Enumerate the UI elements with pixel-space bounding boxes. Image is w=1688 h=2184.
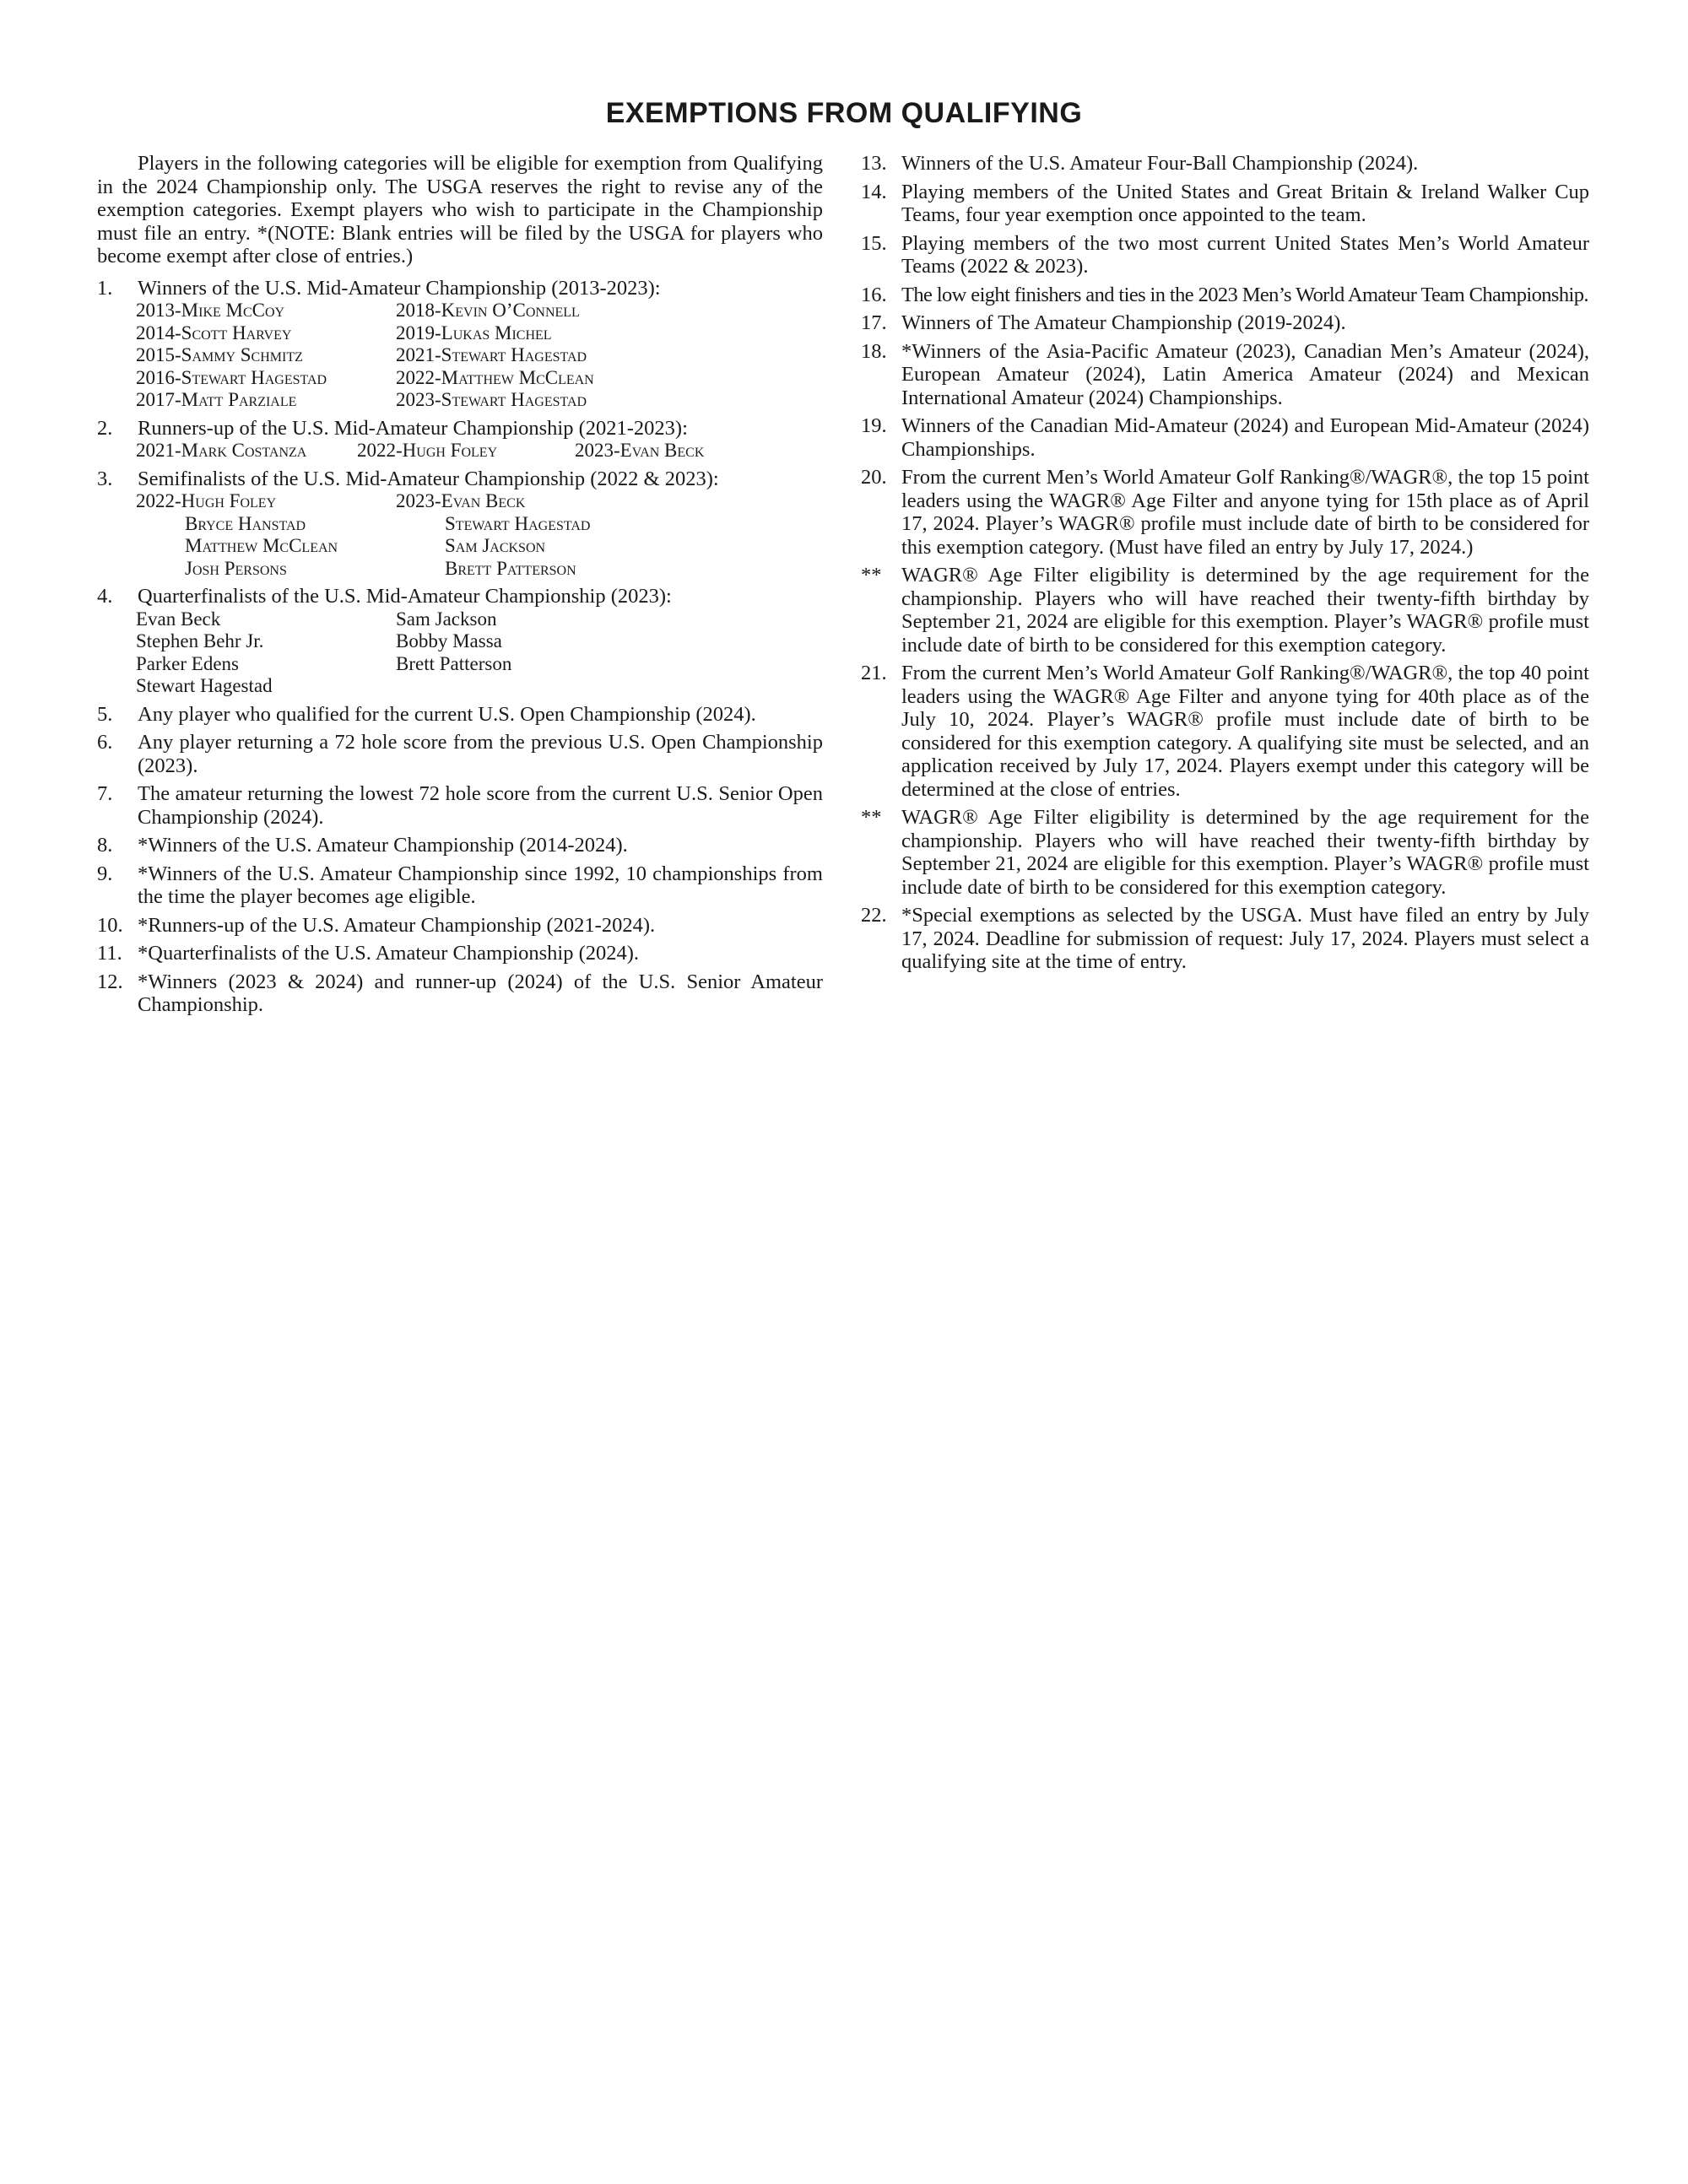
item-number: 10. — [97, 913, 123, 937]
exemption-item-17 — [861, 311, 1589, 335]
exemption-item-9 — [97, 862, 823, 909]
exemption-item-19 — [861, 414, 1589, 461]
item-number: 12. — [97, 970, 123, 993]
item-number: 9. — [97, 862, 113, 885]
note-text: WAGR® Age Filter eligibility is determined by the age requirement for the championship. Players who will have reached their twenty-fifth birthday by September 21, 2024 are eligible for this exemption. Player’s WAGR® profile must include date of birth to be considered for this exemption category. — [901, 806, 1589, 899]
item-text: From the current Men’s World Amateur Golf Ranking®/WAGR®, the top 40 point leaders using the WAGR® Age Filter and anyone tying for 40th place as of the July 10, 2024. Player’s WAGR® profile must include date of birth to be considered for this exemption category. A qualifying site must be selected, and an application received by July 17, 2024. Players exempt under this category will be determined at the close of entries. — [901, 662, 1589, 801]
item-number: 5. — [97, 702, 113, 726]
item-number: 20. — [861, 466, 887, 489]
item-number: 16. — [861, 283, 887, 306]
list-item: Josh Persons — [185, 557, 287, 579]
list-item: 2018-Kevin O’Connell — [396, 300, 580, 321]
exemption-item-15 — [861, 232, 1589, 278]
list-item: 2015-Sammy Schmitz — [136, 344, 303, 365]
intro-paragraph: Players in the following categories will be eligible for exemption from Qualifying in the 2024 Championship only. The USGA reserves the right to revise any of the exemption categories. Exempt players who wish to participate in the Championship must file an entry. *(NOTE: Blank entries will be filed by the USGA for players who become exempt after close of entries.) — [97, 152, 823, 268]
item-text: Quarterfinalists of the U.S. Mid-Amateur Championship (2023): — [138, 585, 672, 608]
list-item: 2019-Lukas Michel — [396, 322, 552, 343]
list-item: 2022-Matthew McClean — [396, 366, 594, 388]
item-number: 8. — [97, 834, 113, 857]
item-text: *Winners of the U.S. Amateur Championship since 1992, 10 championships from the time the player becomes age eligible. — [138, 862, 823, 908]
item-number: 6. — [97, 731, 113, 754]
item-text: Any player returning a 72 hole score from the previous U.S. Open Championship (2023). — [138, 731, 823, 777]
item-number: 4. — [97, 585, 113, 608]
exemption-item-18 — [861, 340, 1589, 410]
item-text: The amateur returning the lowest 72 hole score from the current U.S. Senior Open Championship (2024). — [138, 782, 823, 829]
item-number: 17. — [861, 311, 887, 334]
item-text: *Runners-up of the U.S. Amateur Championship (2021-2024). — [138, 913, 656, 937]
list-item: Bryce Hanstad — [185, 512, 306, 534]
item-text: Winners of The Amateur Championship (2019-2024). — [901, 311, 1346, 334]
exemption-item-2 — [97, 417, 823, 441]
item-text: Runners-up of the U.S. Mid-Amateur Championship (2021-2023): — [138, 416, 688, 440]
page-title: EXEMPTIONS FROM QUALIFYING — [605, 97, 1083, 129]
item-text: *Special exemptions as selected by the USGA. Must have filed an entry by July 17, 2024. Deadline for submission of request: July 17, 2024. Players must select a qualifying site at the time of entry. — [901, 904, 1589, 973]
exemption-item-6 — [97, 731, 823, 777]
list-item: 2017-Matt Parziale — [136, 389, 297, 410]
item-number: 15. — [861, 231, 887, 255]
list-item: Stephen Behr Jr. — [136, 630, 264, 651]
list-item: Bobby Massa — [396, 630, 502, 651]
list-item: 2021-Mark Costanza — [136, 440, 307, 461]
exemption-item-3 — [97, 468, 823, 491]
exemption-item-11 — [97, 942, 823, 965]
exemption-item-14 — [861, 181, 1589, 227]
item-text: Winners of the U.S. Mid-Amateur Championship (2013-2023): — [138, 276, 661, 300]
item-text: Semifinalists of the U.S. Mid-Amateur Championship (2022 & 2023): — [138, 467, 719, 490]
list-item: Parker Edens — [136, 652, 239, 674]
list-item: 2016-Stewart Hagestad — [136, 366, 327, 388]
item-text: Winners of the U.S. Amateur Four-Ball Championship (2024). — [901, 152, 1419, 175]
note-marker: ** — [861, 806, 882, 829]
item-text: *Winners of the Asia-Pacific Amateur (2023), Canadian Men’s Amateur (2024), European Amateur (2024), Latin America Amateur (2024) and Mexican International Amateur (2024) Championships. — [901, 339, 1589, 409]
note-marker: ** — [861, 564, 882, 587]
exemption-item-5 — [97, 703, 823, 727]
item-number: 13. — [861, 152, 887, 175]
list-item: 2023-Stewart Hagestad — [396, 389, 587, 410]
list-item: Sam Jackson — [445, 535, 546, 556]
mid-am-winners-list — [136, 300, 823, 412]
list-item: 2014-Scott Harvey — [136, 322, 292, 343]
item-text: Playing members of the United States and Great Britain & Ireland Walker Cup Teams, four year exemption once appointed to the team. — [901, 180, 1589, 226]
list-item: 2022-Hugh Foley — [357, 440, 498, 461]
item-number: 1. — [97, 276, 113, 300]
list-item: 2023-Evan Beck — [396, 490, 526, 511]
list-item: Matthew McClean — [185, 535, 338, 556]
exemption-item-22 — [861, 904, 1589, 974]
exemption-note-21 — [861, 806, 1589, 899]
exemption-item-1 — [97, 277, 823, 300]
list-item: Stewart Hagestad — [136, 675, 273, 696]
item-number: 3. — [97, 467, 113, 490]
exemption-item-20 — [861, 466, 1589, 559]
item-text: *Quarterfinalists of the U.S. Amateur Championship (2024). — [138, 942, 640, 965]
item-text: Any player who qualified for the current U.S. Open Championship (2024). — [138, 702, 756, 726]
item-text: From the current Men’s World Amateur Golf Ranking®/WAGR®, the top 15 point leaders using the WAGR® Age Filter and anyone tying for 15th place as of April 17, 2024. Player’s WAGR® profile must include date of birth to be considered for this exemption category. (Must have filed an entry by July 17, 2024.) — [901, 466, 1589, 559]
list-item: 2013-Mike McCoy — [136, 300, 285, 321]
item-number: 19. — [861, 414, 887, 437]
exemption-note-20 — [861, 564, 1589, 657]
item-number: 21. — [861, 662, 887, 684]
item-text: *Winners of the U.S. Amateur Championship (2014-2024). — [138, 834, 628, 857]
exemption-item-13 — [861, 152, 1589, 176]
item-number: 2. — [97, 416, 113, 440]
note-text: WAGR® Age Filter eligibility is determined by the age requirement for the championship. Players who will have reached their twenty-fifth birthday by September 21, 2024 are eligible for this exemption. Player’s WAGR® profile must include date of birth to be considered for this exemption category. — [901, 564, 1589, 657]
item-number: 11. — [97, 942, 122, 965]
item-number: 14. — [861, 180, 887, 203]
list-item: 2023-Evan Beck — [575, 440, 705, 461]
item-text: Playing members of the two most current United States Men’s World Amateur Teams (2022 & 2023). — [901, 231, 1589, 278]
left-column — [97, 152, 823, 1022]
item-number: 18. — [861, 339, 887, 363]
item-number: 22. — [861, 904, 887, 927]
list-item: Brett Patterson — [445, 557, 576, 579]
list-item: 2021-Stewart Hagestad — [396, 344, 587, 365]
exemption-item-16 — [861, 284, 1589, 307]
item-text: The low eight finishers and ties in the 2023 Men’s World Amateur Team Championship. — [901, 283, 1588, 306]
item-text: *Winners (2023 & 2024) and runner-up (2024) of the U.S. Senior Amateur Championship. — [138, 970, 823, 1016]
list-item: Brett Patterson — [396, 652, 512, 674]
exemption-item-8 — [97, 834, 823, 857]
quarterfinalists-list — [136, 608, 823, 698]
mid-am-runners-up-list — [136, 440, 823, 462]
item-number: 7. — [97, 782, 113, 805]
item-text: Winners of the Canadian Mid-Amateur (2024) and European Mid-Amateur (2024) Championships. — [901, 414, 1589, 461]
list-item: 2022-Hugh Foley — [136, 490, 277, 511]
exemption-item-10 — [97, 914, 823, 938]
exemption-item-4 — [97, 585, 823, 608]
list-item: Stewart Hagestad — [445, 512, 591, 534]
exemption-item-12 — [97, 970, 823, 1017]
list-item: Evan Beck — [136, 608, 221, 630]
exemption-item-7 — [97, 782, 823, 829]
list-item: Sam Jackson — [396, 608, 497, 630]
semifinalists-list — [136, 490, 823, 580]
right-column — [861, 152, 1589, 979]
exemption-item-21 — [861, 662, 1589, 801]
